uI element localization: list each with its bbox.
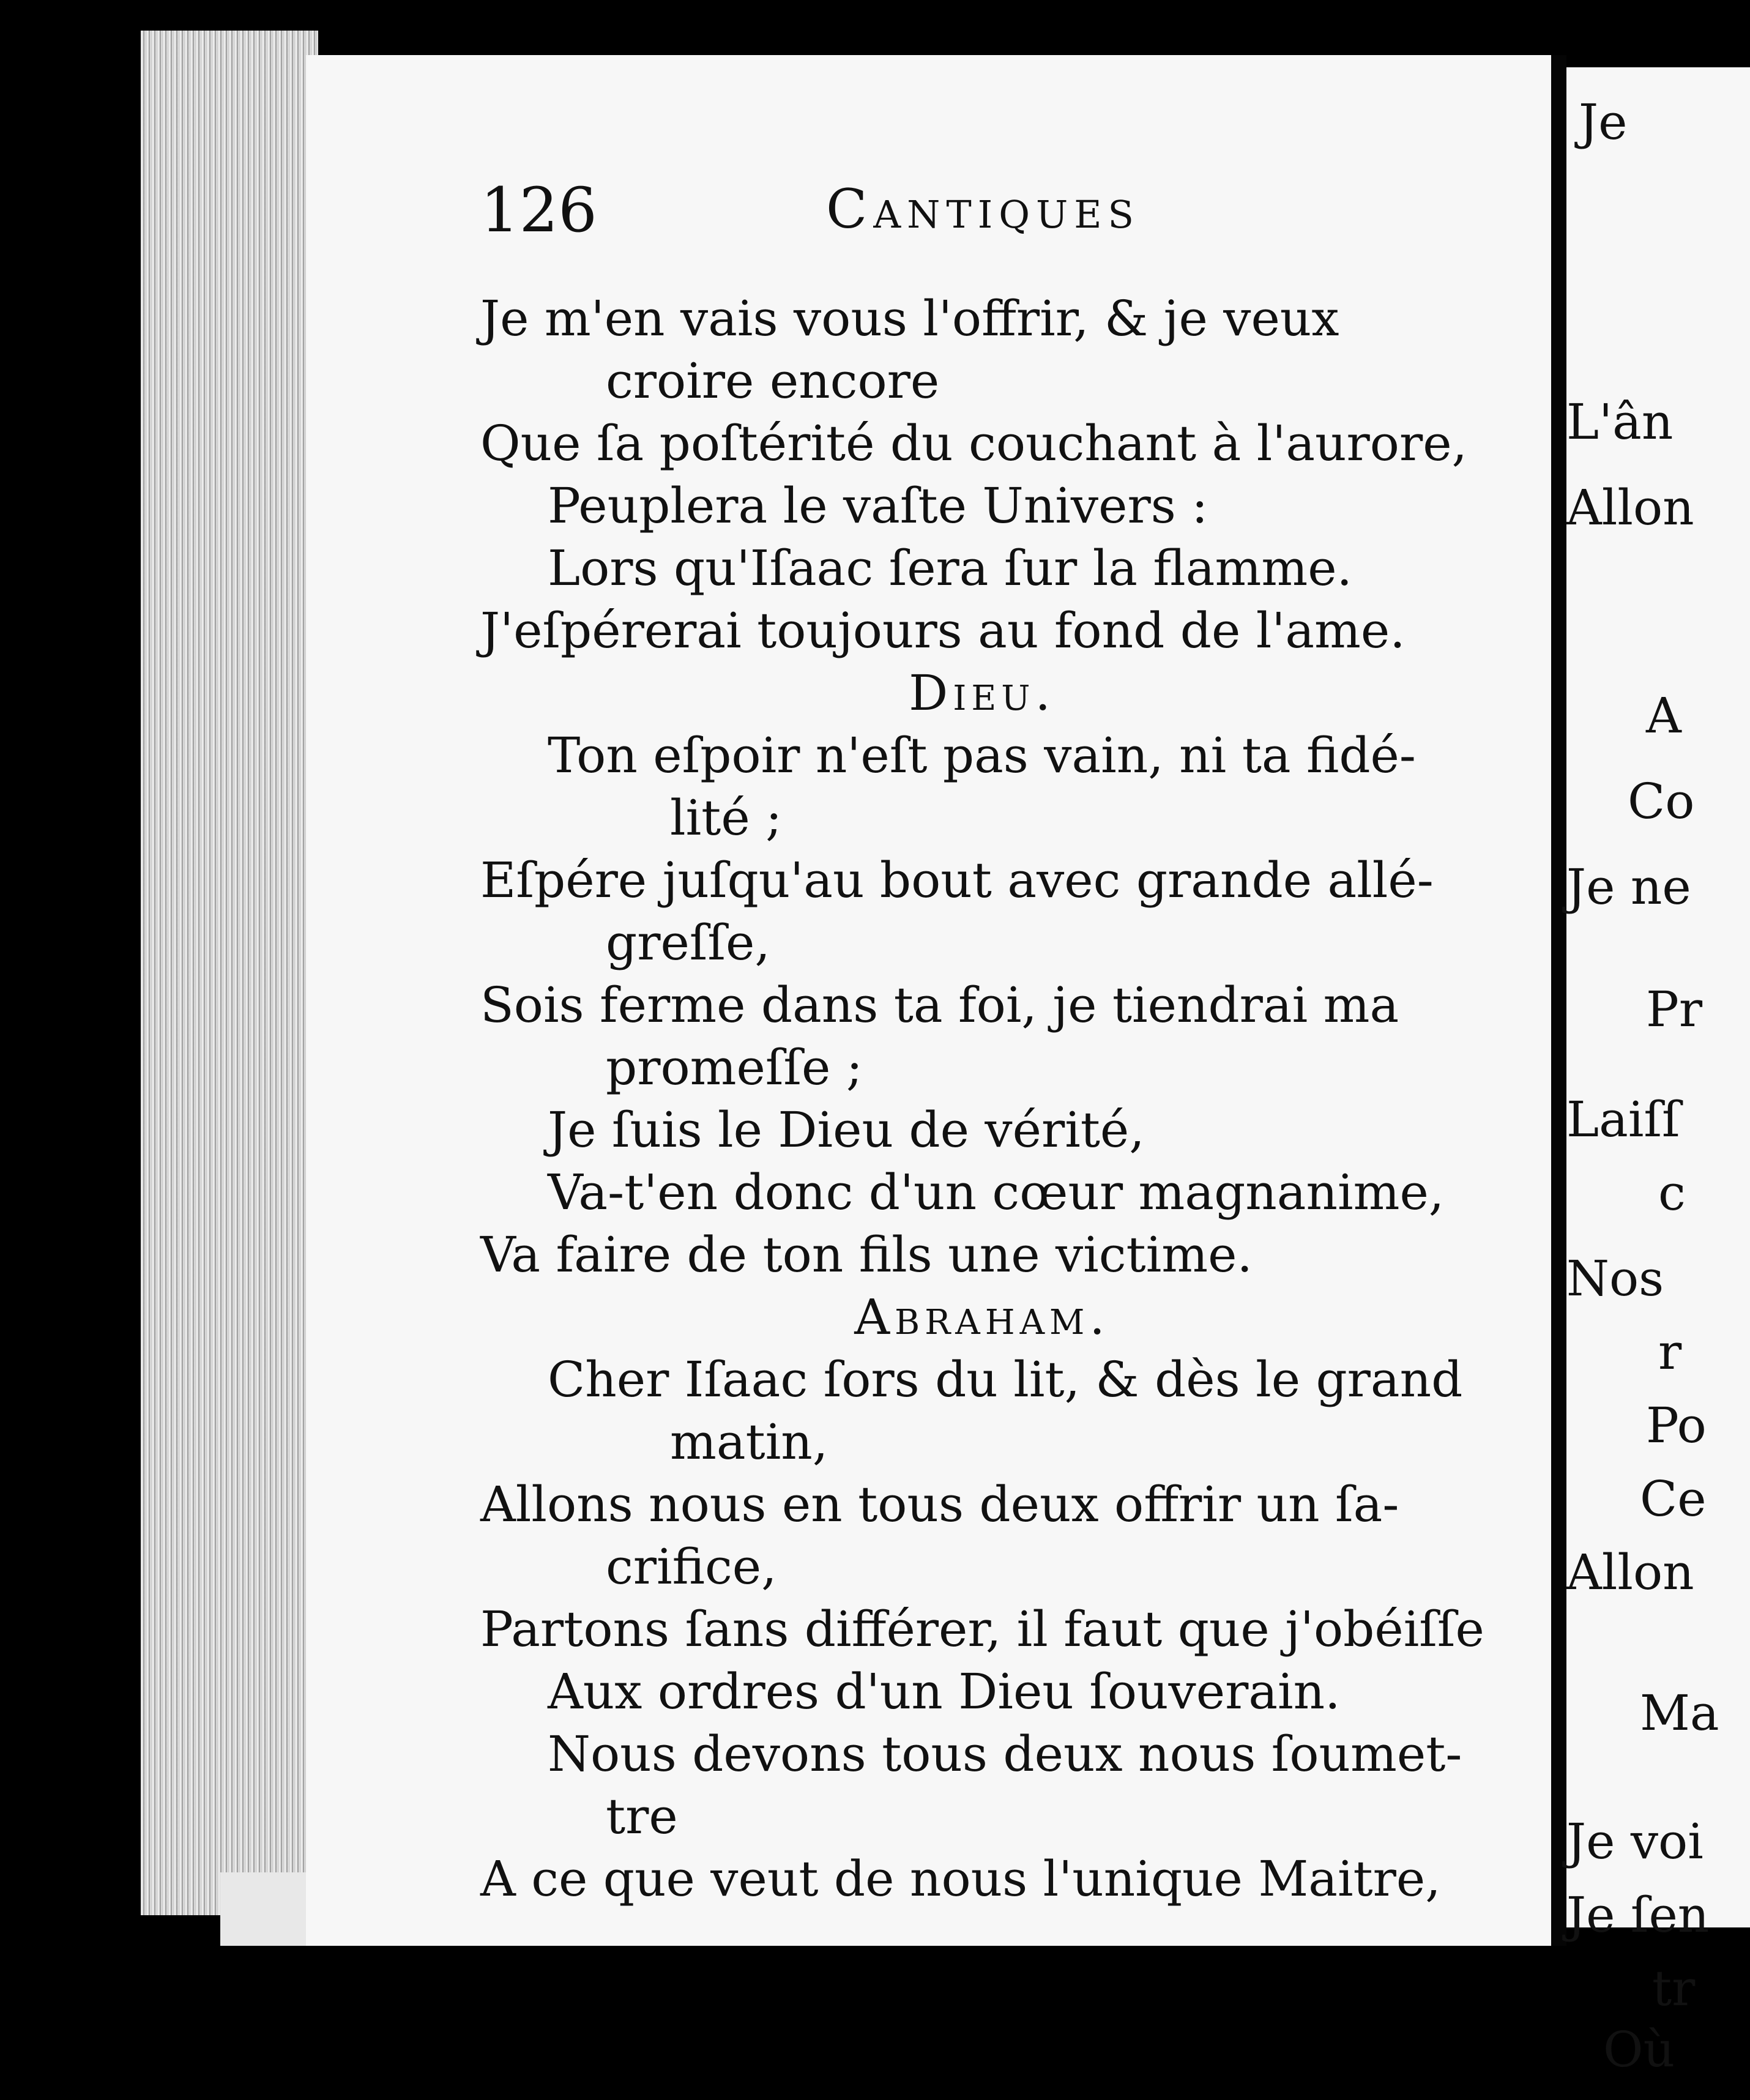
verse-line: croire encore [606, 352, 940, 409]
verse-line: lité ; [670, 789, 783, 846]
right-page-fragment: tr [1652, 1960, 1696, 2017]
verse-line: crifice, [606, 1538, 777, 1595]
verse-line: Je m'en vais vous l'offrir, & je veux [480, 290, 1339, 347]
right-page-fragment: Nos [1566, 1250, 1664, 1307]
verse-line: Sois ferme dans ta foi, je tiendrai ma [480, 977, 1399, 1033]
verse-line: matin, [670, 1413, 828, 1470]
right-page-fragment: Po [1646, 1397, 1707, 1454]
verse-line: J'eſpérerai toujours au fond de l'ame. [480, 602, 1406, 659]
right-page-fragment: Où [1603, 2021, 1675, 2078]
right-page-fragment: Allon [1566, 1544, 1694, 1601]
verse-line: Je ſuis le Dieu de vérité, [548, 1101, 1145, 1158]
verse-line: Lors qu'Iſaac ſera ſur la flamme. [548, 540, 1352, 597]
verse-line: Eſpére juſqu'au bout avec grande allé- [480, 852, 1434, 909]
verse-line: tre [606, 1788, 678, 1845]
right-page-fragment: A [1646, 687, 1681, 744]
verse-line: greſſe, [606, 914, 770, 971]
running-title: Cantiques [826, 177, 1141, 240]
right-page [1566, 67, 1750, 2078]
verse-line: Va faire de ton fils une victime. [480, 1226, 1253, 1283]
right-page-fragment: Ma [1640, 1685, 1719, 1741]
right-page-fragment: c [1658, 1164, 1686, 1221]
right-page-fragment: Je ſen [1566, 1886, 1710, 1943]
right-page-fragment: Pr [1646, 981, 1703, 1038]
book-gutter [1551, 55, 1566, 1946]
right-page-fragment: r [1658, 1324, 1682, 1380]
verse-line: promeſſe ; [606, 1039, 863, 1096]
verse-line: Va-t'en donc d'un cœur magnanime, [548, 1164, 1445, 1221]
verse-line: Partons ſans différer, il faut que j'obéiſſe [480, 1601, 1484, 1658]
page-header [480, 174, 1337, 248]
verse-line: Cher Iſaac ſors du lit, & dès le grand [548, 1351, 1463, 1408]
page-number: 126 [480, 174, 597, 246]
right-page-fragment: Allon [1566, 479, 1694, 536]
speaker-name: Dieu. [909, 665, 1056, 721]
verse-line: Peuplera le vaſte Univers : [548, 477, 1208, 534]
right-page-fragment: Co [1628, 773, 1695, 830]
right-page-fragment: Je ne [1566, 858, 1691, 915]
right-page-fragment: L'ân [1566, 393, 1674, 450]
verse-line: Allons nous en tous deux offrir un ſa- [480, 1476, 1399, 1533]
page-edges [141, 31, 318, 1915]
verse-line: Que ſa poſtérité du couchant à l'aurore, [480, 415, 1467, 472]
verse-text-block [480, 288, 1484, 1910]
verse-line: Aux ordres d'un Dieu ſouverain. [548, 1663, 1341, 1720]
right-page-fragment: Je voi [1566, 1813, 1703, 1870]
right-page-fragment: Ce [1640, 1470, 1707, 1527]
right-page-fragment: Je [1579, 94, 1628, 151]
verse-line: Ton eſpoir n'eſt pas vain, ni ta fidé- [548, 727, 1416, 784]
right-page-fragment: Laiſſ [1566, 1091, 1680, 1148]
verse-line: Nous devons tous deux nous ſoumet- [548, 1726, 1462, 1782]
verse-line: A ce que veut de nous l'unique Maitre, [480, 1850, 1441, 1907]
speaker-name: Abraham. [854, 1289, 1110, 1346]
